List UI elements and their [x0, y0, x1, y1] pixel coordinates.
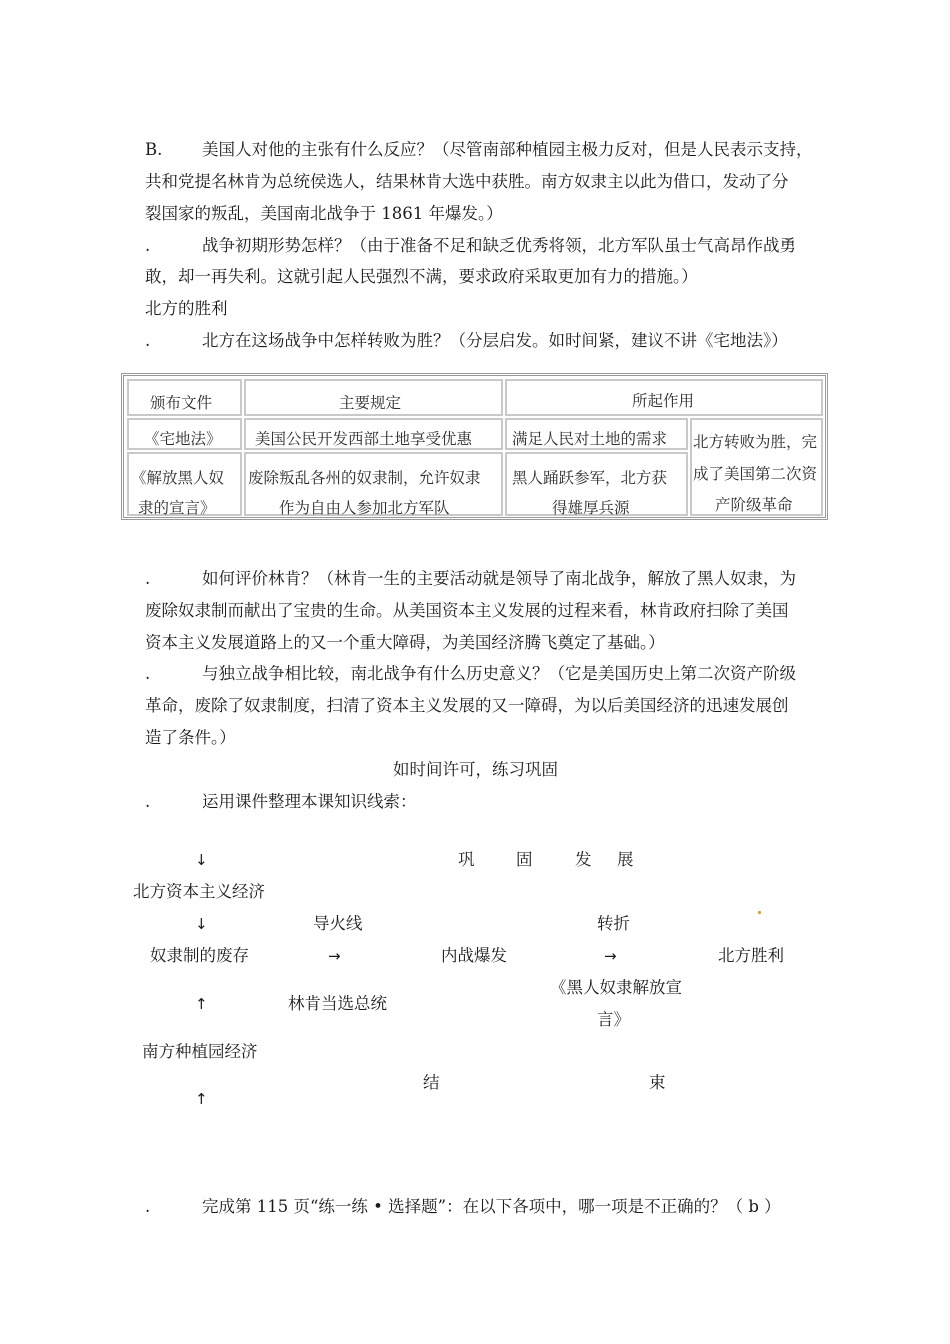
question-courseware-text: 运用课件整理本课知识线索：: [202, 792, 417, 811]
arrow-right-icon: →: [328, 947, 341, 965]
section-b-label: B.: [145, 140, 163, 159]
arrow-right-icon: →: [604, 947, 617, 965]
header-rule: 主要规定: [339, 394, 402, 412]
question-compare-line-1: 与独立战争相比较，南北战争有什么历史意义？（它是美国历史上第二次资产阶级: [202, 664, 796, 683]
merged-effect-line-1: 北方转败为胜，完: [693, 433, 818, 451]
diagram-north-win: 北方胜利: [718, 946, 784, 965]
diagram-turning: 转折: [597, 914, 630, 933]
diagram-fa: 发: [575, 850, 592, 869]
diagram-gu: 固: [516, 850, 533, 869]
diagram-zhan: 展: [617, 850, 634, 869]
arrow-down-icon: ↓: [195, 851, 208, 869]
practice-heading: 如时间许可，练习巩固: [393, 760, 558, 779]
section-b-line-1: 美国人对他的主张有什么反应？（尽管南部种植园主极力反对，但是人民表示支持，: [202, 140, 813, 159]
section-b-line-3: 裂国家的叛乱，美国南北战争于 1861 年爆发。）: [145, 204, 503, 223]
diagram-slavery: 奴隶制的废存: [150, 946, 249, 965]
question-initial-line-1: 战争初期形势怎样？（由于准备不足和缺乏优秀将领，北方军队虽士气高昂作战勇: [202, 236, 796, 255]
diagram-jie: 结: [423, 1073, 440, 1092]
question-initial-bullet: .: [145, 236, 151, 255]
stray-dot: [758, 911, 761, 914]
question-turn-bullet: .: [145, 331, 151, 350]
header-effect: 所起作用: [632, 392, 695, 410]
row2-effect-line-1: 黑人踊跃参军，北方获: [512, 469, 668, 487]
question-lincoln-line-3: 资本主义发展道路上的又一个重大障碍，为美国经济腾飞奠定了基础。）: [145, 633, 665, 652]
row2-doc-line-2: 隶的宣言》: [138, 499, 216, 517]
merged-effect-line-3: 产阶级革命: [715, 496, 793, 514]
diagram-fuse: 导火线: [313, 914, 363, 933]
row1-doc: 《宅地法》: [144, 430, 222, 448]
question-compare-bullet: .: [145, 664, 151, 683]
question-turn-text: 北方在这场战争中怎样转败为胜？（分层启发。如时间紧，建议不讲《宅地法》）: [202, 331, 788, 350]
diagram-gong: 巩: [458, 850, 475, 869]
question-lincoln-line-1: 如何评价林肯？（林肯一生的主要活动就是领导了南北战争，解放了黑人奴隶，为: [202, 569, 796, 588]
row2-effect-line-2: 得雄厚兵源: [552, 499, 630, 517]
section-b-line-2: 共和党提名林肯为总统侯选人，结果林肯大选中获胜。南方奴隶主以此为借口，发动了分: [145, 172, 789, 191]
merged-effect-line-2: 成了美国第二次资: [693, 465, 818, 483]
arrow-down-icon: ↓: [195, 915, 208, 933]
question-exercise-text: 完成第 115 页“练一练 • 选择题”：在以下各项中，哪一项是不正确的？（ b ）: [202, 1197, 781, 1216]
question-compare-line-2: 革命，废除了奴隶制度，扫清了资本主义发展的又一障碍，为以后美国经济的迅速发展创: [145, 696, 789, 715]
question-courseware-bullet: .: [145, 792, 151, 811]
diagram-declaration-line-1: 《黑人奴隶解放宣: [550, 978, 682, 997]
header-doc: 颁布文件: [150, 394, 213, 412]
diagram-civil-war: 内战爆发: [441, 946, 507, 965]
question-exercise-bullet: .: [145, 1197, 151, 1216]
diagram-declaration-line-2: 言》: [597, 1010, 630, 1029]
diagram-south-economy: 南方种植园经济: [142, 1042, 258, 1061]
question-lincoln-line-2: 废除奴隶制而献出了宝贵的生命。从美国资本主义发展的过程来看，林肯政府扫除了美国: [145, 601, 789, 620]
diagram-north-economy: 北方资本主义经济: [133, 882, 265, 901]
question-compare-line-3: 造了条件。）: [145, 728, 236, 747]
arrow-up-icon: ↑: [195, 995, 208, 1013]
row1-rule: 美国公民开发西部土地享受优惠: [255, 430, 473, 448]
arrow-up-icon: ↑: [195, 1090, 208, 1108]
row2-rule-line-2: 作为自由人参加北方军队: [279, 499, 450, 517]
question-lincoln-bullet: .: [145, 569, 151, 588]
row1-effect: 满足人民对土地的需求: [512, 430, 668, 448]
diagram-lincoln-elected: 林肯当选总统: [288, 994, 387, 1013]
documents-table: [121, 373, 828, 520]
row2-rule-line-1: 废除叛乱各州的奴隶制，允许奴隶: [248, 469, 481, 487]
heading-north-victory: 北方的胜利: [145, 299, 228, 318]
question-initial-line-2: 敢，却一再失利。这就引起人民强烈不满，要求政府采取更加有力的措施。）: [145, 267, 698, 286]
row2-doc-line-1: 《解放黑人奴: [131, 469, 225, 487]
diagram-shu: 束: [649, 1073, 666, 1092]
